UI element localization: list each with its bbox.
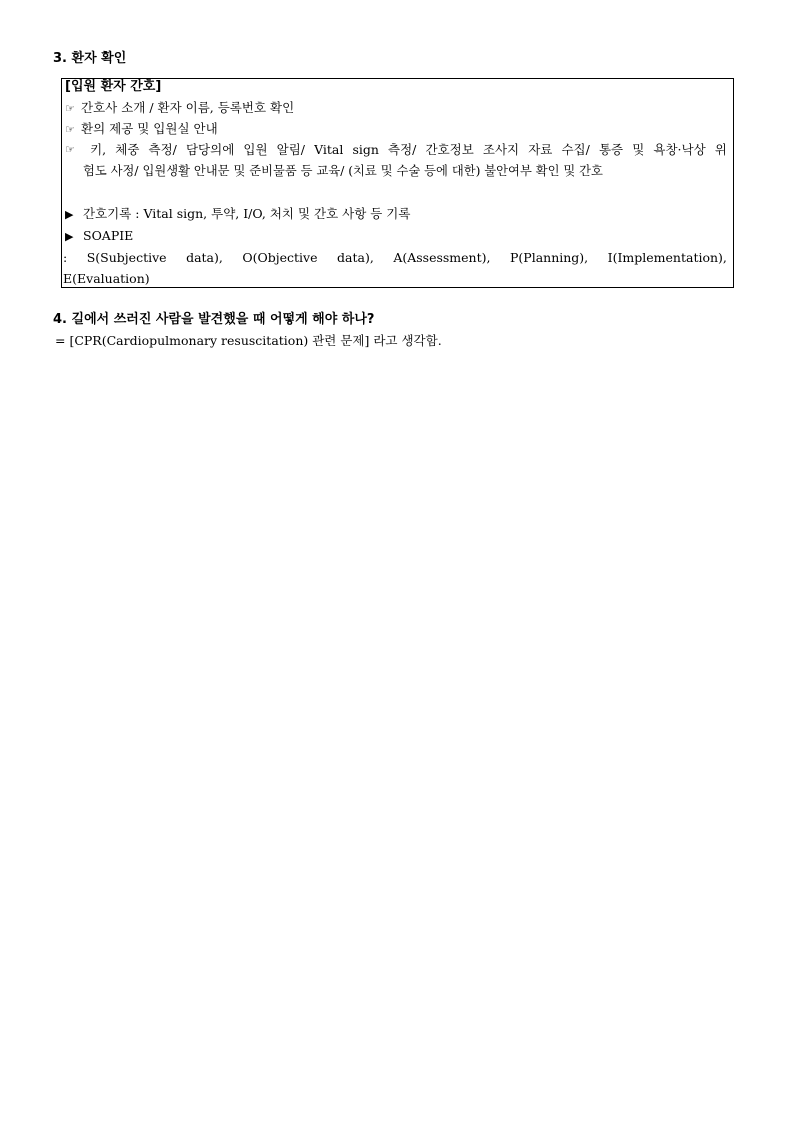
word: 간호정보: [425, 142, 474, 157]
soapie-item: [65, 228, 727, 245]
bullet-text: 환의 제공 및 입원실 안내: [81, 121, 218, 136]
soapie-detail-line: [63, 250, 727, 266]
triangle-right-icon: ▶: [65, 208, 74, 221]
word: P(Planning),: [510, 250, 589, 265]
word: 및: [632, 142, 645, 157]
word: 측정/: [148, 142, 177, 157]
bullet-item-continuation: 험도 사정/ 입원생활 안내문 및 준비물품 등 교육/ (치료 및 수술 등에 대한) 불안여부 확인 및 간호: [83, 164, 603, 178]
word: S(Subjective: [86, 250, 167, 265]
section-3-heading: 3. 환자 확인: [53, 51, 127, 66]
bullet-item: [65, 121, 727, 138]
word: sign: [352, 142, 379, 157]
word: A(Assessment),: [393, 250, 491, 265]
pointing-hand-icon: ☞: [65, 102, 75, 115]
word: 위: [714, 142, 727, 157]
section-4-answer: = [CPR(Cardiopulmonary resuscitation) 관련 문제] 라고 생각함.: [55, 333, 442, 348]
word: O(Objective: [242, 250, 318, 265]
box-title: [입원 환자 간호]: [65, 79, 162, 94]
soapie-detail-end: E(Evaluation): [63, 271, 150, 286]
word: 통증: [598, 142, 624, 157]
word: data),: [186, 250, 223, 265]
pointing-hand-icon: ☞: [65, 123, 75, 136]
inpatient-care-box: [61, 78, 734, 288]
word: :: [63, 250, 68, 265]
word: 알림/: [276, 142, 305, 157]
triangle-right-icon: ▶: [65, 230, 74, 243]
word: 수집/: [561, 142, 590, 157]
bullet-text: 간호사 소개 / 환자 이름, 등록번호 확인: [81, 100, 295, 115]
soapie-label: SOAPIE: [83, 228, 134, 243]
section-4-heading: 4. 길에서 쓰러진 사람을 발견했을 때 어떻게 해야 하나?: [53, 312, 375, 327]
word: 측정/: [388, 142, 417, 157]
word: 체중: [115, 142, 140, 157]
word: 담당의에: [185, 142, 235, 157]
word: 키,: [90, 142, 107, 157]
bullet-item: [65, 100, 727, 117]
word: I(Implementation),: [607, 250, 727, 265]
word: 욕창·낙상: [653, 142, 706, 157]
word: data),: [337, 250, 374, 265]
word: 입원: [243, 142, 268, 157]
nursing-record-text: 간호기록 : Vital sign, 투약, I/O, 처치 및 간호 사항 등 기록: [83, 206, 411, 221]
pointing-hand-icon: ☞: [65, 143, 75, 156]
bullet-item-multiline: [65, 142, 727, 158]
nursing-record-item: [65, 206, 727, 223]
word: 자료: [528, 142, 553, 157]
word: Vital: [314, 142, 344, 157]
word: 조사지: [482, 142, 520, 157]
